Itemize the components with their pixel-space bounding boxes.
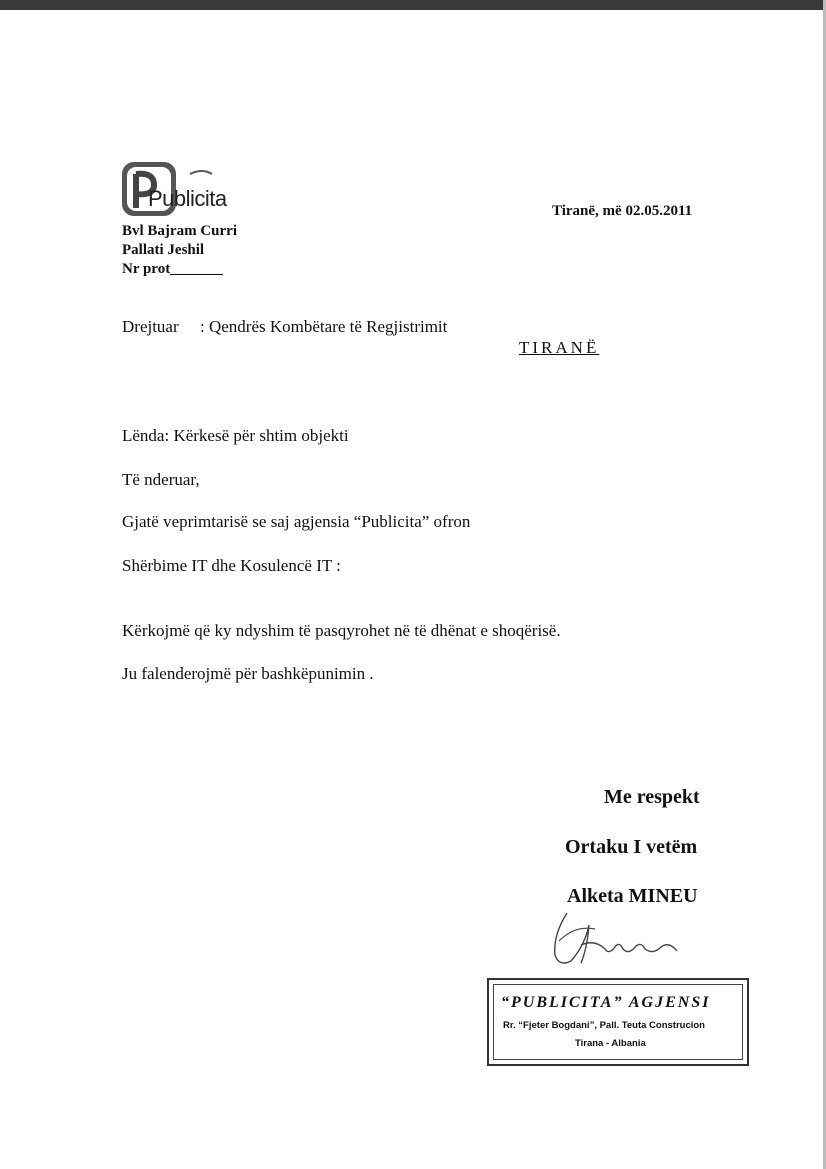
letter-date: Tiranë, më 02.05.2011 bbox=[552, 203, 693, 219]
scan-top-edge bbox=[0, 0, 826, 10]
closing-role: Ortaku I vetëm bbox=[565, 836, 698, 858]
recipient-name: : Qendrës Kombëtare të Regjistrimit bbox=[200, 317, 448, 336]
stamp-address: Rr. “Fjeter Bogdani”, Pall. Teuta Construcion bbox=[503, 1020, 705, 1031]
address-line-2: Pallati Jeshil bbox=[122, 242, 205, 258]
address-line-1: Bvl Bajram Curri bbox=[122, 223, 237, 239]
paragraph-3: Kërkojmë që ky ndyshim të pasqyrohet në të dhënat e shoqërisë. bbox=[122, 621, 561, 640]
salutation: Të nderuar, bbox=[122, 470, 200, 489]
stamp-city: Tirana - Albania bbox=[575, 1038, 646, 1049]
company-stamp bbox=[487, 978, 749, 1066]
closing-respect: Me respekt bbox=[604, 786, 700, 808]
paragraph-2: Shërbime IT dhe Kosulencë IT : bbox=[122, 556, 341, 575]
protocol-number: Nr prot_______ bbox=[122, 261, 223, 277]
subject-line: Lënda: Kërkesë për shtim objekti bbox=[122, 426, 349, 445]
closing-name: Alketa MINEU bbox=[567, 885, 698, 907]
paragraph-4: Ju falenderojmë për bashkëpunimin . bbox=[122, 664, 374, 683]
stamp-title: “PUBLICITA” AGJENSI bbox=[501, 994, 711, 1011]
recipient-city: TIRANË bbox=[519, 338, 600, 357]
recipient-label: Drejtuar bbox=[122, 317, 179, 336]
handwritten-signature-icon bbox=[545, 905, 695, 980]
logo-text: Publicita bbox=[148, 186, 227, 211]
paragraph-1: Gjatë veprimtarisë se saj agjensia “Publicita” ofron bbox=[122, 512, 471, 531]
